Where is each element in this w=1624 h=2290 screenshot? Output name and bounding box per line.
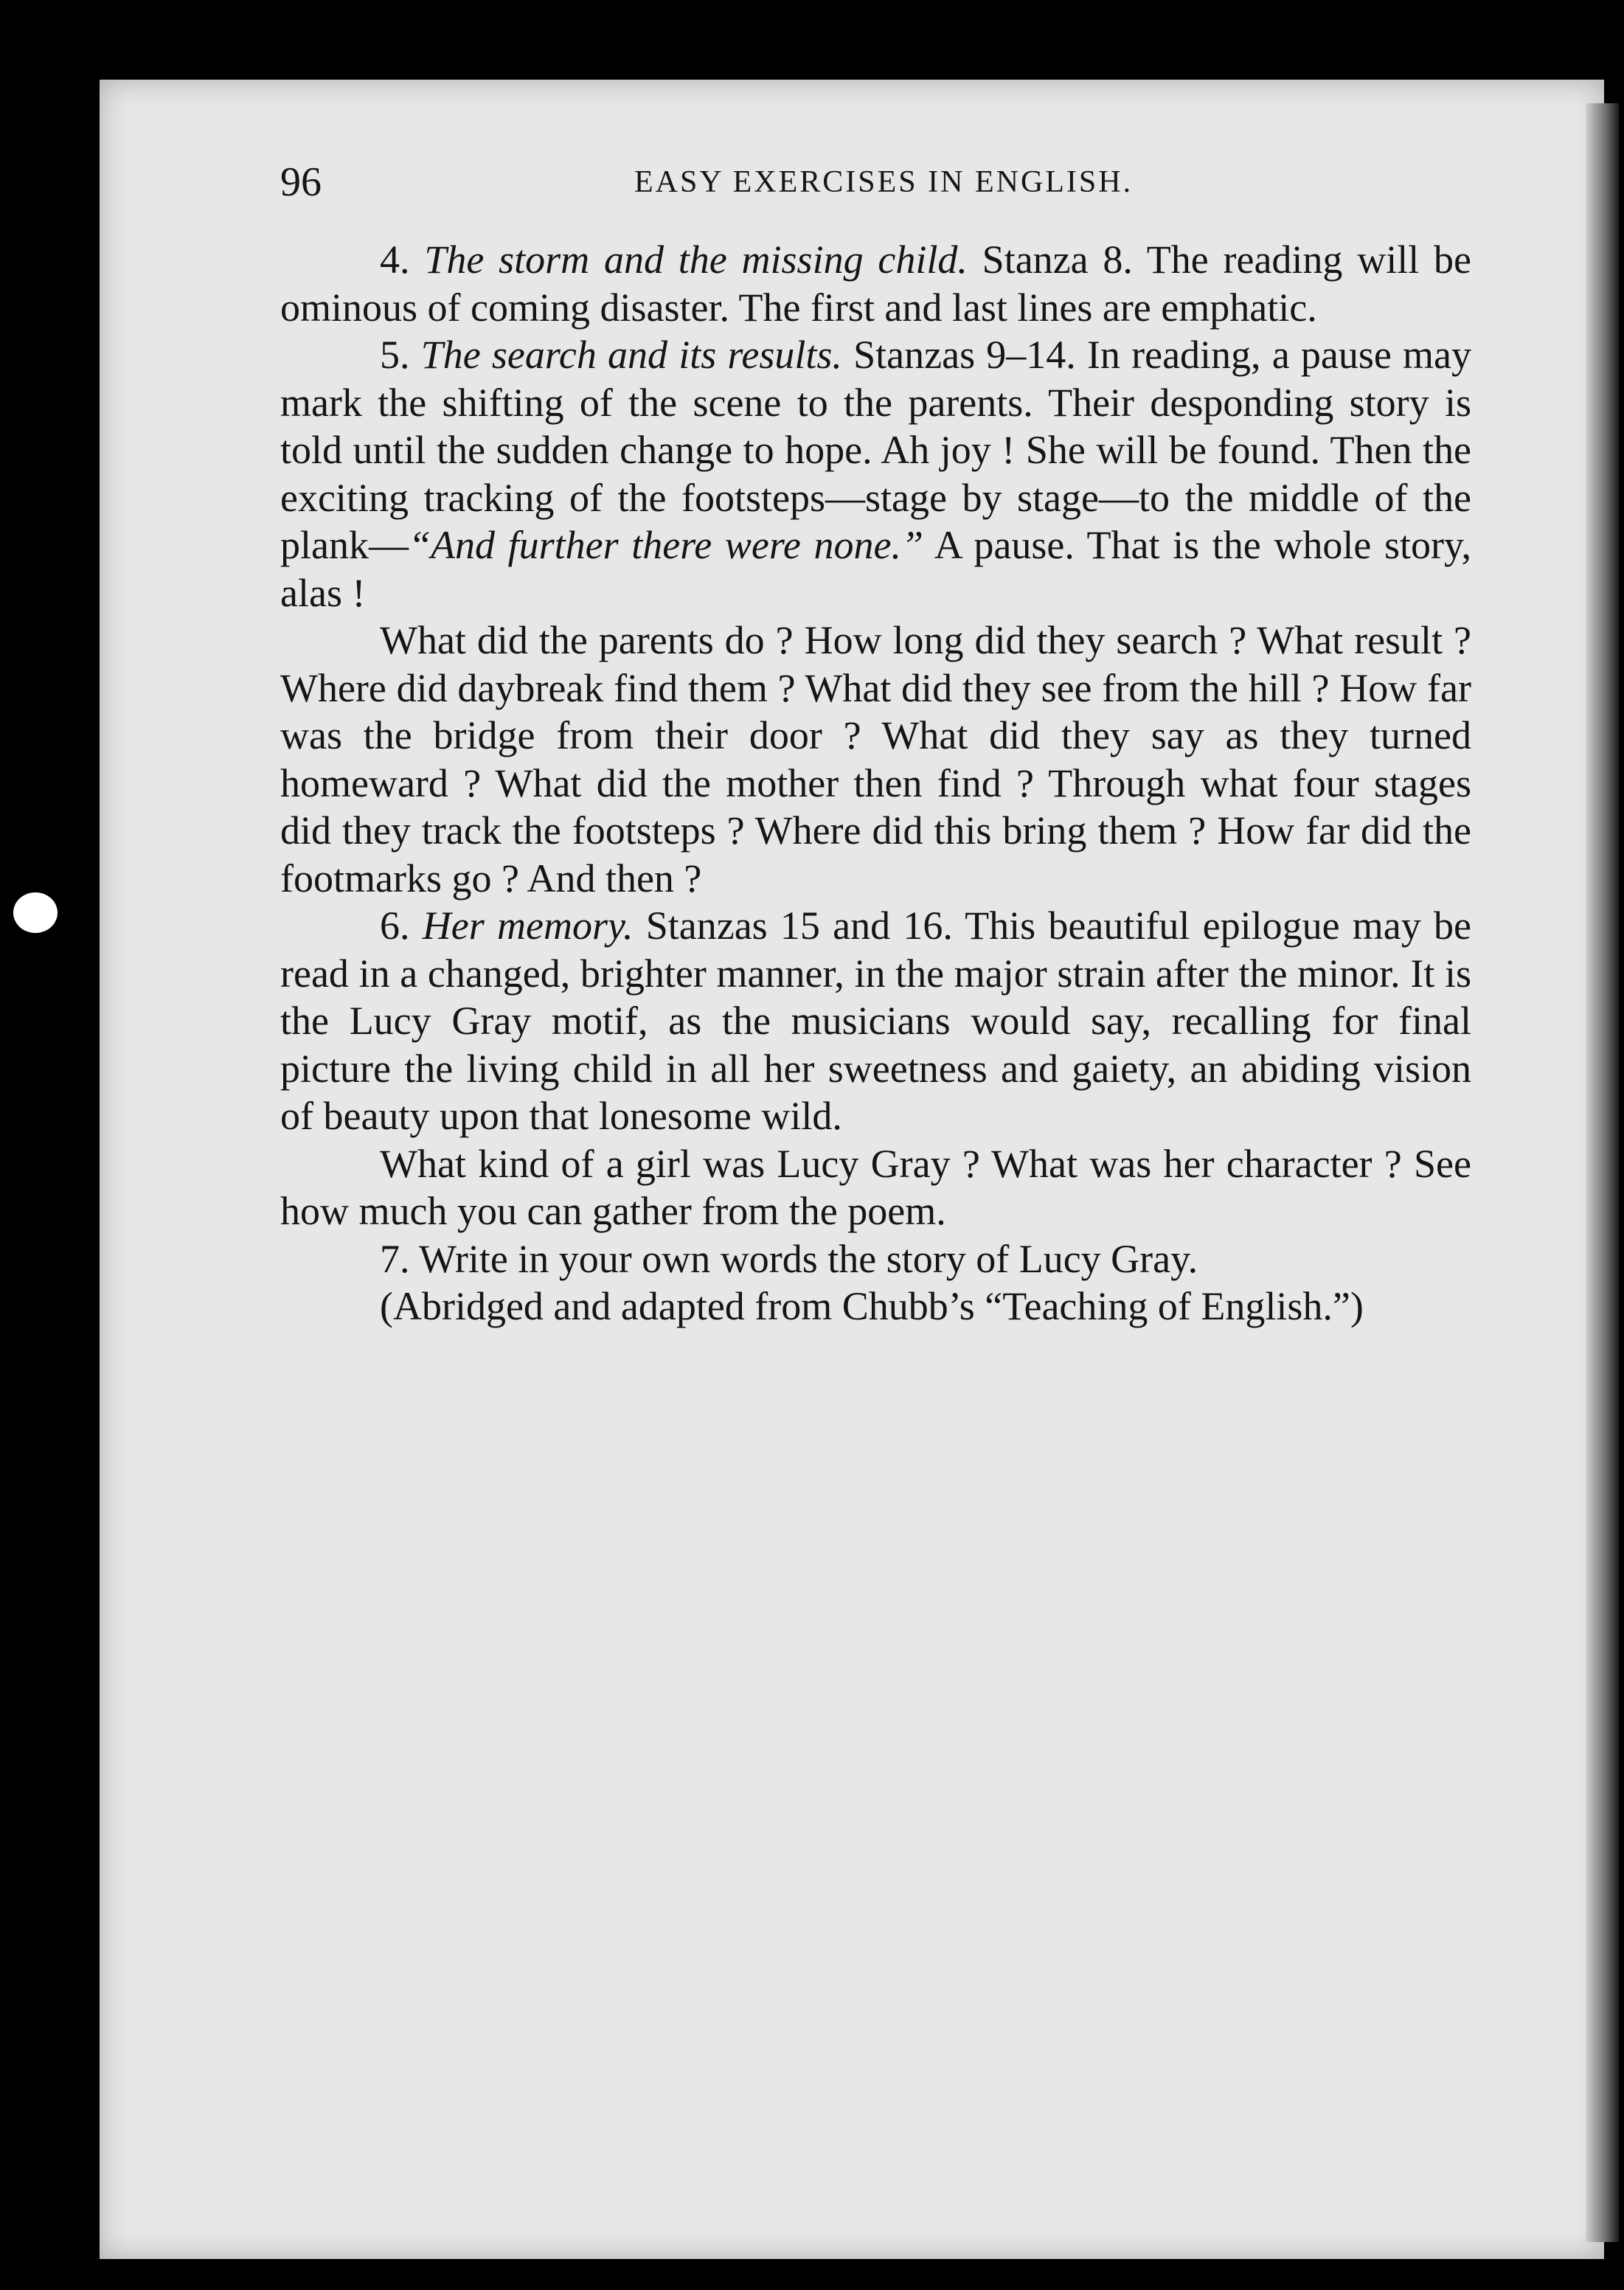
paragraph-item-5 — [280, 331, 1471, 617]
paragraph-questions-search — [280, 617, 1471, 902]
paragraph-item-4 — [280, 236, 1471, 331]
page-number: 96 — [280, 159, 322, 205]
item-text: Stanza 8. The reading will be ominous of coming disaster. The first and last lines are emphatic. — [280, 237, 1472, 330]
page-body — [280, 236, 1471, 1330]
item-quote: “And further there were none.” — [408, 523, 924, 567]
item-text: Stanzas 15 and 16. This beautiful epilogue may be read in a changed, brighter manner, in the major strain after the minor. It is the Lucy Gray motif, as the musicians would say, recalling for final picture the living child in all her sweetness and gaiety, an abiding vision of beauty upon that lonesome wild. — [280, 903, 1471, 1138]
paragraph-item-7 — [280, 1235, 1471, 1283]
page-header — [280, 159, 1497, 225]
scan-speck — [13, 892, 58, 933]
item-title: The search and its results. — [420, 333, 842, 377]
item-text: Stanzas 9–14. In reading, a pause may mark the shifting of the scene to the parents. Their desponding story is told until the sudden change to hope. Ah joy ! She will be found. Then the exciting tracking of the footsteps—stage by stage—to the middle of the plank— — [280, 333, 1471, 567]
citation-text: (Abridged and adapted from Chubb’s “Teaching of English.”) — [380, 1284, 1364, 1328]
item-text: 7. Write in your own words the story of Lucy Gray. — [380, 1236, 1198, 1281]
page-right-edge — [1586, 103, 1619, 2242]
item-title: The storm and the missing child. — [424, 237, 968, 282]
item-number: 4. — [380, 237, 425, 282]
paragraph-questions-character — [280, 1140, 1471, 1235]
item-text: What kind of a girl was Lucy Gray ? What was her character ? See how much you can gather from the poem. — [280, 1141, 1471, 1233]
item-text: What did the parents do ? How long did they search ? What result ? Where did daybreak find them ? What did they see from the hill ? How far was the bridge from their door ? What did they say as they turned homeward ? What did the mother then find ? Through what four stages did they track the footsteps ? Where did this bring them ? How far did the footmarks go ? And then ? — [280, 618, 1471, 901]
item-number: 5. — [380, 333, 421, 377]
paragraph-item-6 — [280, 902, 1471, 1140]
item-title: Her memory. — [422, 903, 634, 948]
item-text: A pause. That is the whole story, alas ! — [280, 523, 1472, 615]
paragraph-citation — [280, 1283, 1471, 1330]
item-number: 6. — [380, 903, 423, 948]
running-head: EASY EXERCISES IN ENGLISH. — [634, 165, 1134, 199]
